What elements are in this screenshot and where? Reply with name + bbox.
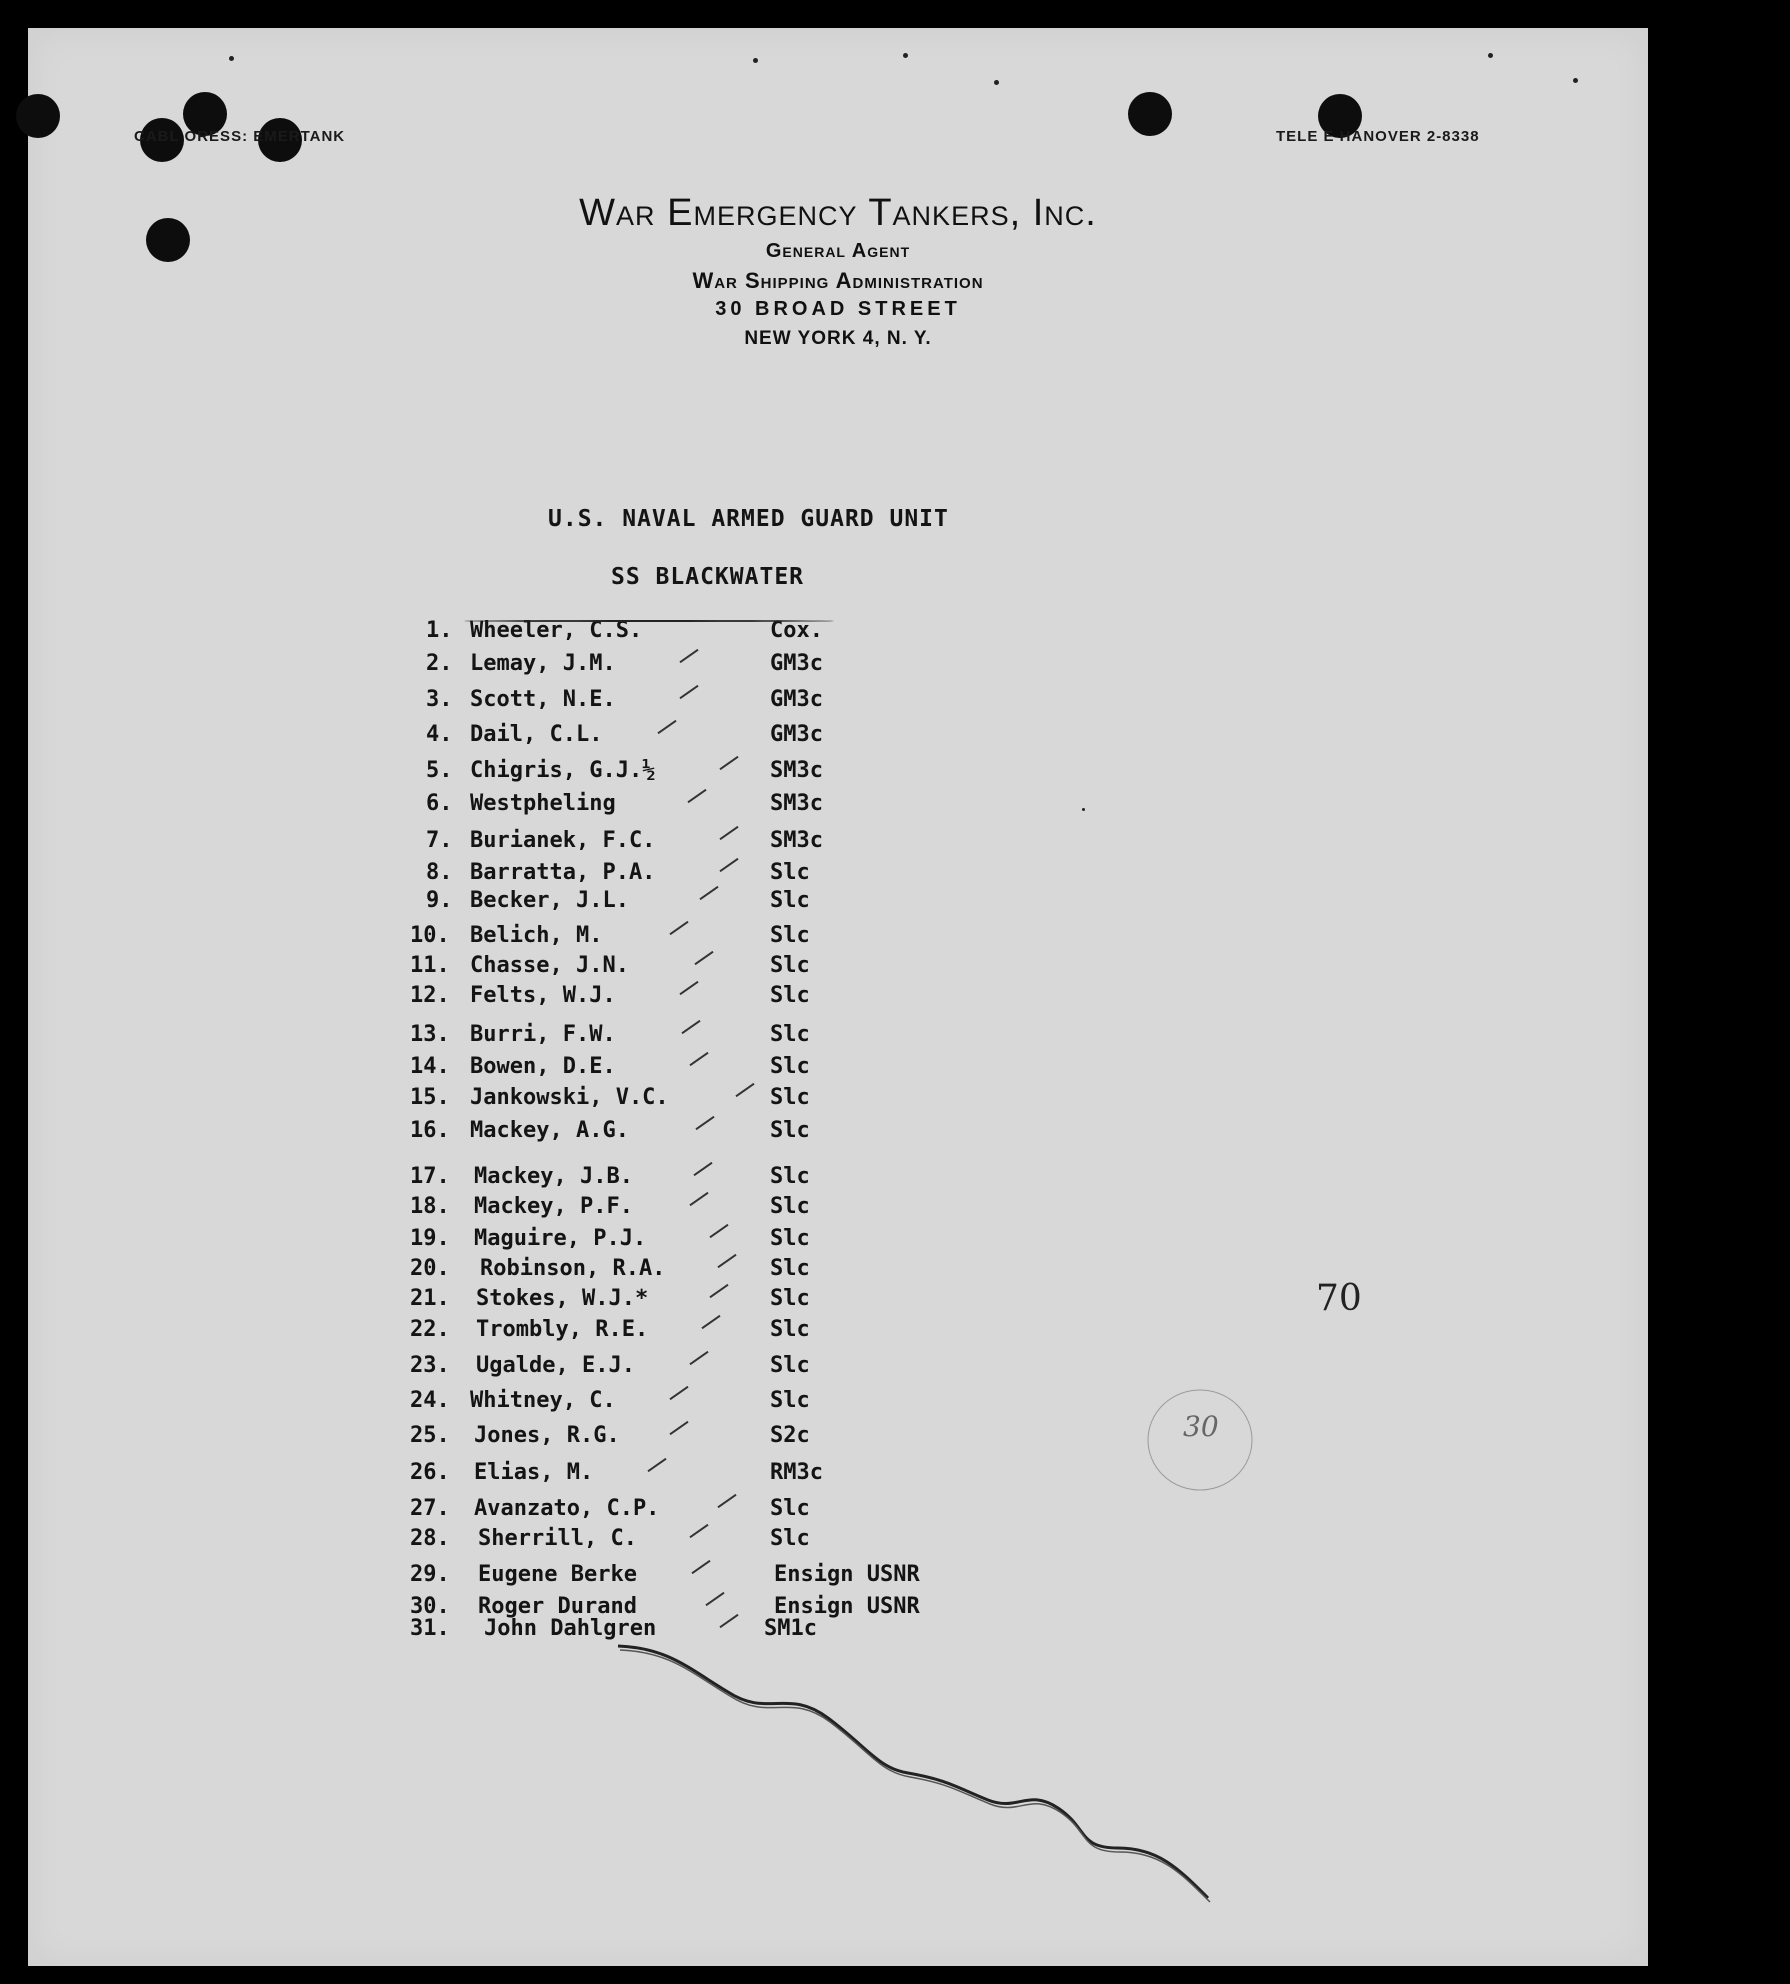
telephone: TELE E HANOVER 2-8338 [1276, 128, 1480, 145]
cable-address: CABL ORESS: EMERTANK [134, 128, 346, 145]
roster-row-rank: GM3c [770, 651, 823, 676]
roster-row-number: 10. [410, 923, 450, 948]
roster-row-name: Whitney, C. [470, 1388, 616, 1413]
roster-row-rank: Slc [770, 983, 810, 1008]
roster-row-number: 4. [426, 722, 453, 747]
street-address: 30 BROAD STREET [715, 298, 961, 320]
roster-row-number: 11. [410, 953, 450, 978]
roster-row-name: Chigris, G.J.½ [470, 758, 656, 783]
roster-row-number: 24. [410, 1388, 450, 1413]
roster-row-rank: S2c [770, 1423, 810, 1448]
roster-row-rank: Slc [770, 1353, 810, 1378]
roster-row-number: 5. [426, 758, 453, 783]
roster-row-number: 6. [426, 791, 453, 816]
roster-row-rank: SM1c [764, 1616, 817, 1641]
roster-row-number: 31. [410, 1616, 450, 1641]
roster-row-number: 29. [410, 1562, 450, 1587]
roster-row-name: Burianek, F.C. [470, 828, 656, 853]
roster-row-name: John Dahlgren [484, 1616, 657, 1641]
roster-row-rank: Slc [770, 1286, 810, 1311]
squiggle-line-shadow [620, 1650, 1210, 1902]
roster-row-rank: Slc [770, 1317, 810, 1342]
roster-row-name: Eugene Berke [478, 1562, 637, 1587]
roster-row-name: Belich, M. [470, 923, 603, 948]
roster-row-rank: SM3c [770, 758, 823, 783]
roster-row-rank: Slc [770, 1388, 810, 1413]
roster-row-name: Becker, J.L. [470, 888, 629, 913]
roster-row-name: Avanzato, C.P. [474, 1496, 660, 1521]
roster-row-number: 23. [410, 1353, 450, 1378]
roster-row-rank: RM3c [770, 1460, 823, 1485]
roster-row-rank: Slc [770, 923, 810, 948]
roster-row-number: 20. [410, 1256, 450, 1281]
document-title: U.S. NAVAL ARMED GUARD UNIT [548, 506, 949, 532]
roster-row-number: 12. [410, 983, 450, 1008]
roster-row-number: 17. [410, 1164, 450, 1189]
roster-row-rank: Slc [770, 1226, 810, 1251]
roster-row-name: Bowen, D.E. [470, 1054, 616, 1079]
roster-row-rank: Slc [770, 1164, 810, 1189]
roster-row-rank: SM3c [770, 828, 823, 853]
pen-squiggle [28, 28, 1648, 1966]
roster-row-rank: Slc [770, 888, 810, 913]
roster-row-rank: GM3c [770, 722, 823, 747]
roster-row-name: Chasse, J.N. [470, 953, 629, 978]
roster-row-name: Wheeler, C.S. [470, 618, 643, 643]
roster-row-rank: Slc [770, 1256, 810, 1281]
roster-row-rank: SM3c [770, 791, 823, 816]
roster-row-name: Sherrill, C. [478, 1526, 637, 1551]
roster-row-name: Westpheling [470, 791, 616, 816]
roster-row-number: 19. [410, 1226, 450, 1251]
roster-row-number: 16. [410, 1118, 450, 1143]
administration: War Shipping Administration [692, 268, 984, 293]
roster-row-rank: Slc [770, 1496, 810, 1521]
roster-row-number: 15. [410, 1085, 450, 1110]
roster-row-name: Ugalde, E.J. [476, 1353, 635, 1378]
roster-row-name: Burri, F.W. [470, 1022, 616, 1047]
city-address: NEW YORK 4, N. Y. [744, 328, 932, 349]
roster-row-rank: Slc [770, 1118, 810, 1143]
roster-row-number: 21. [410, 1286, 450, 1311]
roster-row-number: 9. [426, 888, 453, 913]
roster-row-number: 27. [410, 1496, 450, 1521]
vessel-name: SS BLACKWATER [611, 564, 805, 590]
roster-row-name: Maguire, P.J. [474, 1226, 647, 1251]
roster-row-name: Mackey, A.G. [470, 1118, 629, 1143]
roster-row-name: Scott, N.E. [470, 687, 616, 712]
roster-row-rank: Slc [770, 860, 810, 885]
roster-row-number: 30. [410, 1594, 450, 1619]
roster-row-number: 7. [426, 828, 453, 853]
roster-row-number: 13. [410, 1022, 450, 1047]
roster-row-number: 26. [410, 1460, 450, 1485]
roster-row-number: 1. [426, 618, 453, 643]
roster-row-rank: Slc [770, 1085, 810, 1110]
roster-row-rank: GM3c [770, 687, 823, 712]
document-page [28, 28, 1648, 1966]
pencil-circle [1148, 1390, 1252, 1490]
roster-row-name: Felts, W.J. [470, 983, 616, 1008]
roster-row-rank: Ensign USNR [774, 1594, 920, 1619]
roster-row-number: 8. [426, 860, 453, 885]
squiggle-line [618, 1646, 1208, 1898]
margin-number: 70 [1316, 1278, 1362, 1319]
roster-row-name: Elias, M. [474, 1460, 594, 1485]
company-name: War Emergency Tankers, Inc. [579, 192, 1097, 234]
roster-row-rank: Slc [770, 1526, 810, 1551]
roster-row-number: 25. [410, 1423, 450, 1448]
roster-row-name: Dail, C.L. [470, 722, 603, 747]
roster-row-number: 14. [410, 1054, 450, 1079]
roster-row-number: 3. [426, 687, 453, 712]
roster-row-rank: Slc [770, 953, 810, 978]
roster-row-number: 18. [410, 1194, 450, 1219]
roster-row-rank: Ensign USNR [774, 1562, 920, 1587]
roster-row-name: Trombly, R.E. [476, 1317, 649, 1342]
roster-row-number: 22. [410, 1317, 450, 1342]
roster-row-name: Mackey, P.F. [474, 1194, 633, 1219]
roster-row-name: Barratta, P.A. [470, 860, 656, 885]
roster-row-rank: Slc [770, 1194, 810, 1219]
roster-row-name: Lemay, J.M. [470, 651, 616, 676]
roster-row-name: Robinson, R.A. [480, 1256, 666, 1281]
roster-row-rank: Cox. [770, 618, 823, 643]
roster-row-name: Roger Durand [478, 1594, 637, 1619]
roster-row-name: Jankowski, V.C. [470, 1085, 669, 1110]
roster-row-number: 2. [426, 651, 453, 676]
roster-row-rank: Slc [770, 1054, 810, 1079]
roster-row-name: Stokes, W.J.* [476, 1286, 649, 1311]
general-agent: General Agent [765, 240, 911, 262]
roster-row-name: Mackey, J.B. [474, 1164, 633, 1189]
roster-row-number: 28. [410, 1526, 450, 1551]
roster-row-name: Jones, R.G. [474, 1423, 620, 1448]
pencil-number: 30 [1183, 1410, 1219, 1443]
roster-row-rank: Slc [770, 1022, 810, 1047]
